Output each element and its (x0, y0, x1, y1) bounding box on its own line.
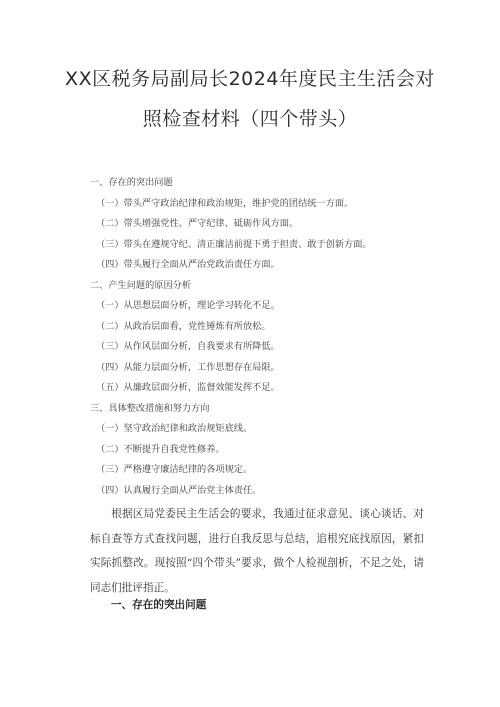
intro-paragraph: 根据区局党委民主生活会的要求，我通过征求意见、谈心谈话、对标自查等方式查找问题，进行自我反思与总结，追根究底找原因，紧扣实际抓整改。现按照“四个带头”要求，做个人检视剖析，不足之处，请同志们批评指正。 (90, 508, 424, 594)
toc-subitem: （四）从能力层面分析，工作思想存在局限。 (96, 361, 280, 373)
toc-subitem: （二）带头增强党性、严守纪律、砥砺作风方面。 (96, 218, 299, 229)
toc-section-heading: 三、具体整改措施和努力方向 (90, 402, 210, 414)
document-title-line-2: 照检查材料（四个带头） (142, 108, 358, 130)
table-of-contents (90, 173, 470, 501)
toc-subitem: （一）坚守政治纪律和政治规矩底线。 (96, 423, 253, 434)
toc-section-heading: 二、产生问题的原因分析 (90, 279, 192, 291)
toc-subitem: （三）严格遵守廉洁纪律的各项规定。 (96, 464, 253, 475)
toc-subitem: （三）带头在遵规守纪、清正廉洁前提下勇于担责、敢于创新方面。 (96, 238, 372, 250)
toc-subitem: （三）从作风层面分析，自我要求有所降低。 (96, 341, 280, 352)
toc-section-heading: 一、存在的突出问题 (90, 177, 173, 188)
toc-subitem: （一）带头严守政治纪律和政治规矩，维护党的团结统一方面。 (96, 197, 354, 209)
toc-subitem: （四）认真履行全面从严治党主体责任。 (96, 484, 262, 496)
section-heading-problems: 一、存在的突出问题 (111, 599, 207, 611)
toc-subitem: （五）从廉政层面分析，监督效能发挥不足。 (96, 382, 280, 393)
toc-subitem: （一）从思想层面分析，理论学习转化不足。 (96, 300, 280, 311)
toc-subitem: （二）不断提升自我党性修养。 (96, 443, 225, 455)
toc-subitem: （四）带头履行全面从严治党政治责任方面。 (96, 259, 280, 270)
toc-subitem: （二）从政治层面看，党性锤炼有所放松。 (96, 320, 271, 332)
document-title-line-1: XX区税务局副局长2024年度民主生活会对 (65, 68, 435, 90)
